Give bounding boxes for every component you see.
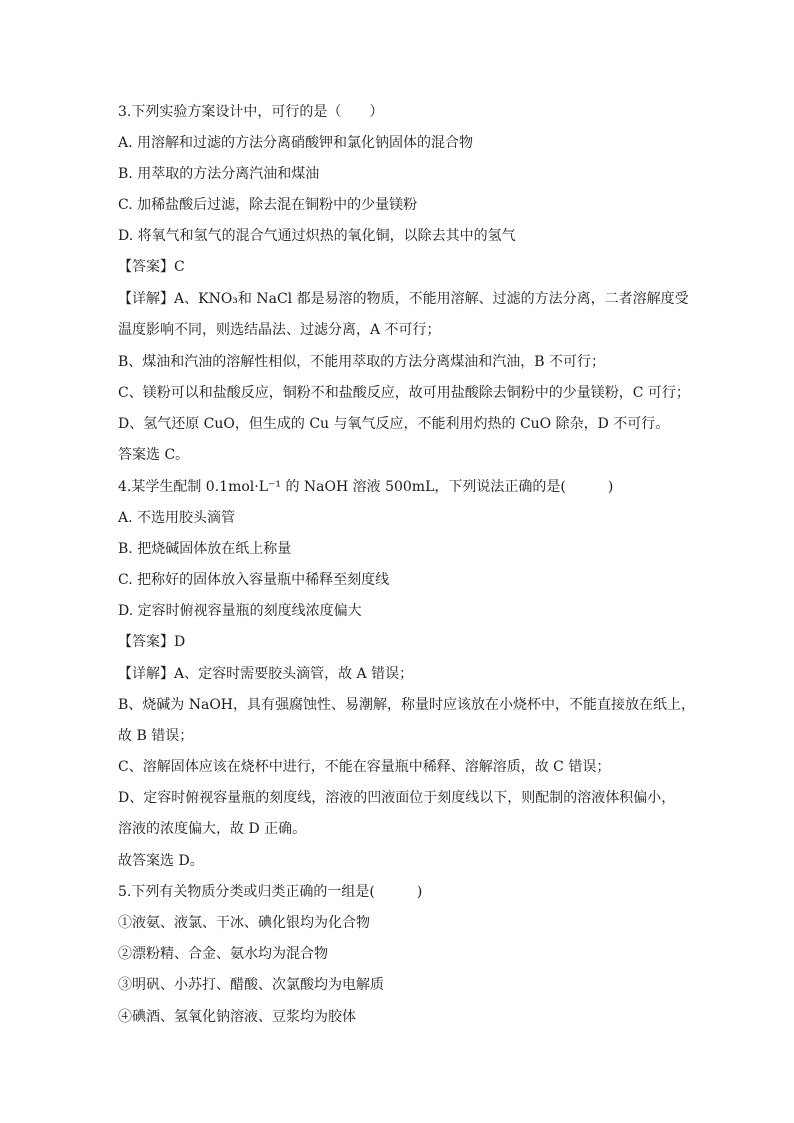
q4-detail-line-2: B、烧碱为 NaOH，具有强腐蚀性、易潮解，称量时应该放在小烧杯中，不能直接放在纸上， <box>118 697 696 713</box>
q3-option-c: C. 加稀盐酸后过滤，除去混在铜粉中的少量镁粉 <box>118 197 418 213</box>
q4-option-b: B. 把烧碱固体放在纸上称量 <box>118 541 292 557</box>
q5-item-1: ①液氨、液氯、干冰、碘化银均为化合物 <box>118 915 370 931</box>
q3-option-b: B. 用萃取的方法分离汽油和煤油 <box>118 166 320 182</box>
q4-detail-line-3: 故 B 错误； <box>118 728 194 744</box>
q4-stem: 4.某学生配制 0.1mol·L⁻¹ 的 NaOH 溶液 500mL，下列说法正确的是( ) <box>118 479 614 495</box>
q3-final-answer: 答案选 C。 <box>118 447 190 463</box>
q3-stem: 3.下列实验方案设计中，可行的是（ ） <box>118 104 384 120</box>
q4-option-a: A. 不选用胶头滴管 <box>118 510 236 526</box>
q3-detail-line-1: 【详解】A、KNO₃和 NaCl 都是易溶的物质，不能用溶解、过滤的方法分离，二者溶解度受 <box>118 291 689 307</box>
q3-detail-line-3: B、煤油和汽油的溶解性相似，不能用萃取的方法分离煤油和汽油，B 不可行； <box>118 354 606 370</box>
q4-option-c: C. 把称好的固体放入容量瓶中稀释至刻度线 <box>118 572 390 588</box>
q3-option-a: A. 用溶解和过滤的方法分离硝酸钾和氯化钠固体的混合物 <box>118 135 474 151</box>
q5-stem: 5.下列有关物质分类或归类正确的一组是( ) <box>118 884 423 900</box>
q4-detail-line-4: C、溶解固体应该在烧杯中进行，不能在容量瓶中稀释、溶解溶质，故 C 错误； <box>118 759 611 775</box>
q4-final-answer: 故答案选 D。 <box>118 853 204 869</box>
q3-option-d: D. 将氧气和氢气的混合气通过炽热的氧化铜，以除去其中的氢气 <box>118 228 516 244</box>
q4-answer: 【答案】D <box>118 634 186 650</box>
q5-item-3: ③明矾、小苏打、醋酸、次氯酸均为电解质 <box>118 977 384 993</box>
q4-option-d: D. 定容时俯视容量瓶的刻度线浓度偏大 <box>118 603 362 619</box>
q3-detail-line-2: 温度影响不同，则选结晶法、过滤分离，A 不可行； <box>118 322 441 338</box>
q5-item-2: ②漂粉精、合金、氨水均为混合物 <box>118 946 328 962</box>
q3-detail-line-4: C、镁粉可以和盐酸反应，铜粉不和盐酸反应，故可用盐酸除去铜粉中的少量镁粉，C 可行； <box>118 385 690 401</box>
q4-detail-line-6: 溶液的浓度偏大，故 D 正确。 <box>118 821 307 837</box>
q3-detail-line-5: D、氢气还原 CuO，但生成的 Cu 与氧气反应，不能利用灼热的 CuO 除杂，D 不可行。 <box>118 416 670 432</box>
q3-answer: 【答案】C <box>118 259 185 275</box>
q4-detail-line-5: D、定容时俯视容量瓶的刻度线，溶液的凹液面位于刻度线以下，则配制的溶液体积偏小， <box>118 790 676 806</box>
q5-item-4: ④碘酒、氢氧化钠溶液、豆浆均为胶体 <box>118 1009 356 1025</box>
q4-detail-line-1: 【详解】A、定容时需要胶头滴管，故 A 错误； <box>118 666 414 682</box>
